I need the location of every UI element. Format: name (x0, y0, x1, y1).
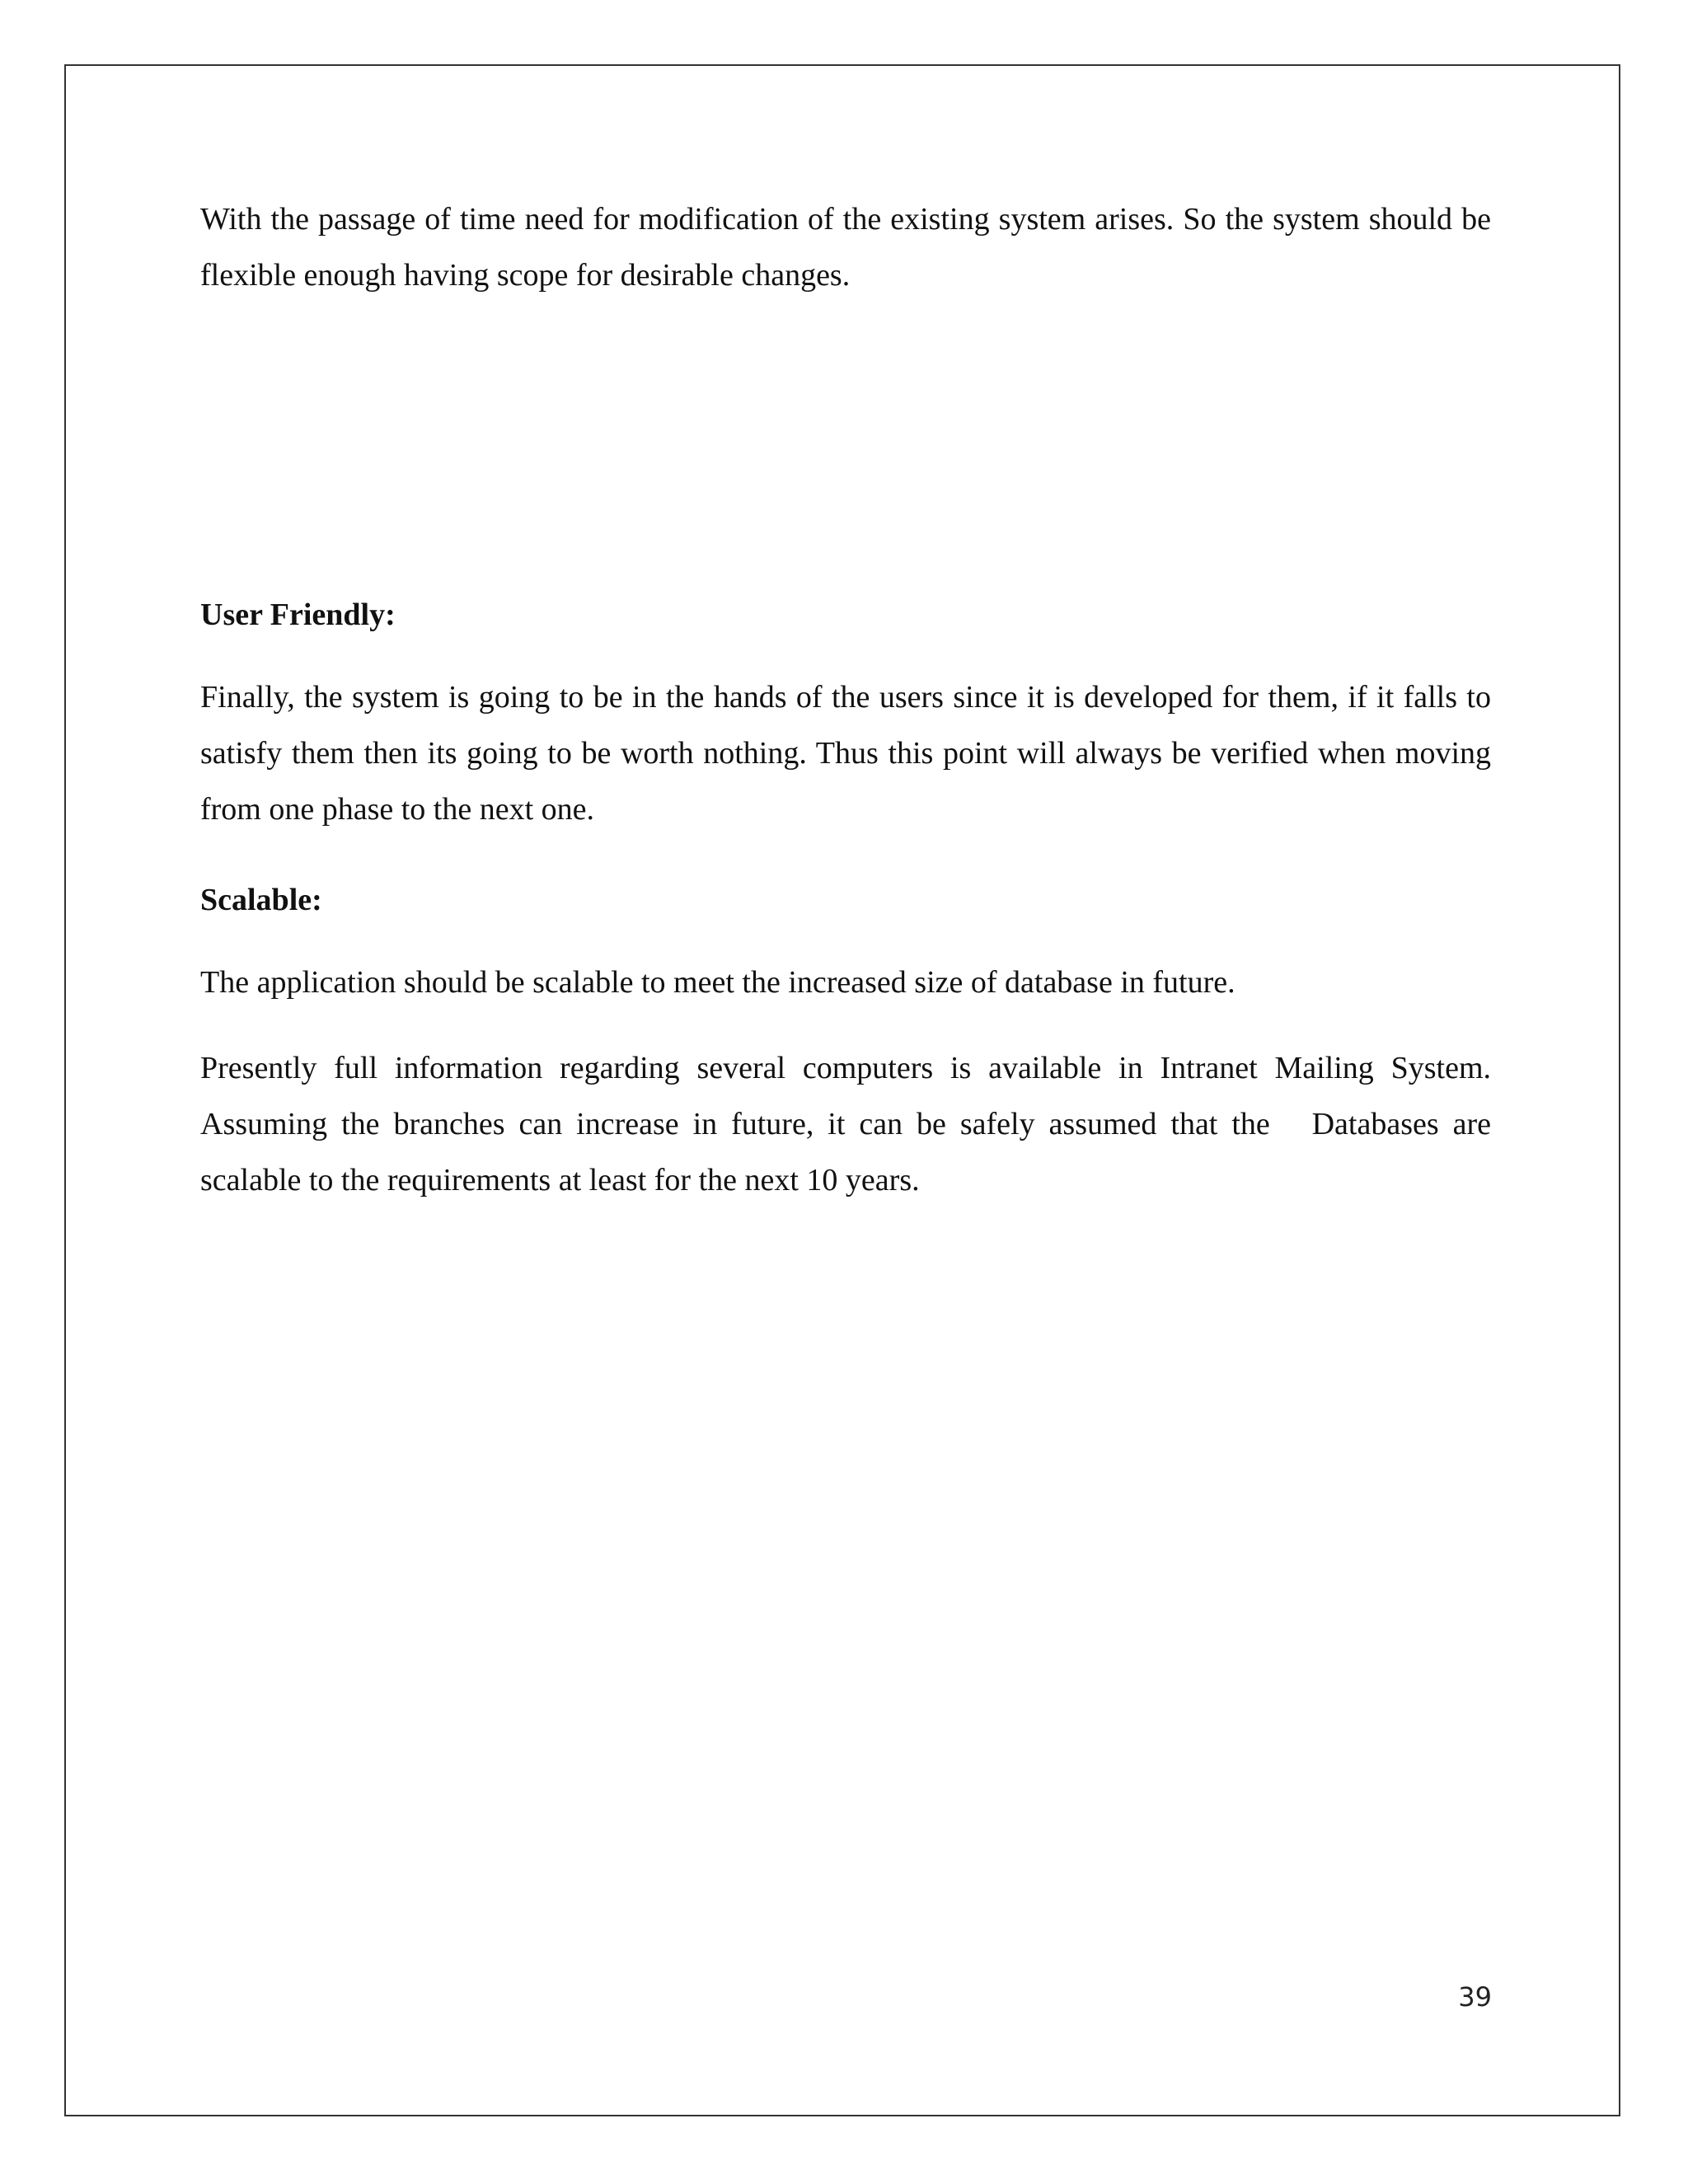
page-number: 39 (1458, 1981, 1492, 2013)
section-heading-user-friendly: User Friendly: (200, 598, 396, 632)
intro-paragraph: With the passage of time need for modification of the existing system arises. So the system should be flexible enough having scope for desirable changes. (200, 202, 1491, 293)
scalable-paragraph-1: The application should be scalable to meet the increased size of database in future. (200, 965, 1236, 1000)
scalable-paragraph-2: Presently full information regarding several computers is available in Intranet Mailing System. Assuming the branches can increase in future, it can be safely assumed that the Databases are scalable to the requirements at least for the next 10 years. (200, 1051, 1499, 1197)
section-heading-scalable: Scalable: (200, 883, 322, 917)
user-friendly-paragraph: Finally, the system is going to be in the hands of the users since it is developed for them, if it falls to satisfy them then its going to be worth nothing. Thus this point will always be verified when moving from one phase to the next one. (200, 680, 1491, 827)
